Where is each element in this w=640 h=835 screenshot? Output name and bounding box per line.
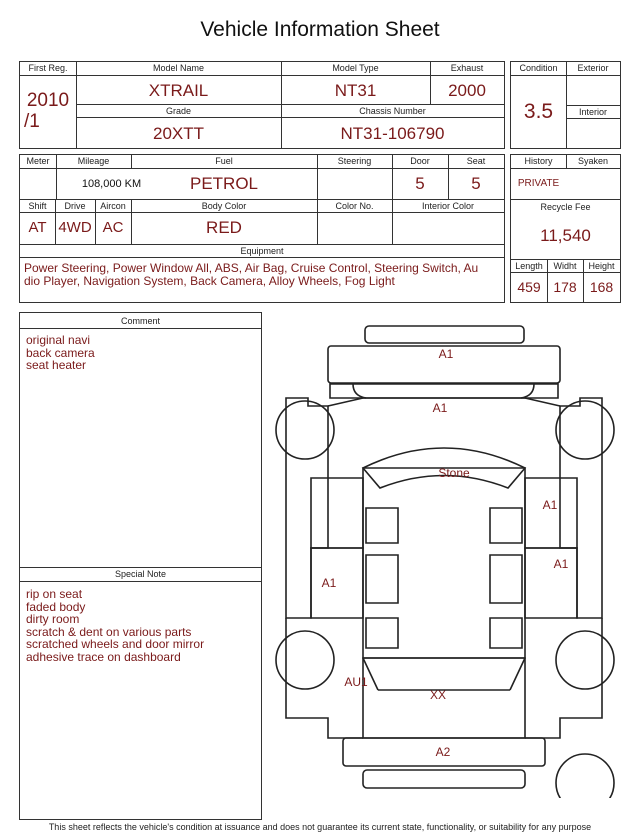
comment-list xyxy=(26,334,95,372)
mark-rear-bumper: A2 xyxy=(435,745,451,759)
aircon-value: AC xyxy=(102,219,124,236)
mileage-label: Mileage xyxy=(77,156,110,166)
door-value: 5 xyxy=(415,174,425,193)
special-note-label: Special Note xyxy=(114,569,167,579)
body-color-label: Body Color xyxy=(201,201,247,211)
exhaust-label: Exhaust xyxy=(450,63,484,73)
vehicle-damage-diagram xyxy=(268,318,620,798)
meter-label: Meter xyxy=(26,156,50,166)
special-note-item: scratched wheels and door mirror xyxy=(26,637,205,652)
front-grille xyxy=(330,384,558,398)
comment-item: original navi xyxy=(26,333,91,347)
height-value: 168 xyxy=(589,279,614,295)
right-rear-door xyxy=(525,548,577,618)
mark-left-side: A1 xyxy=(321,576,337,590)
recycle-fee-value: 11,540 xyxy=(540,226,591,245)
model-info-block xyxy=(19,61,505,149)
model-type-value: NT31 xyxy=(334,81,377,100)
comment-label: Comment xyxy=(120,316,160,326)
chassis-label: Chassis Number xyxy=(359,106,426,116)
left-front-door xyxy=(311,478,363,548)
left-rear-door xyxy=(311,548,363,618)
interior-color-label: Interior Color xyxy=(421,201,475,211)
chassis-value: NT31-106790 xyxy=(340,124,445,143)
special-note-item: adhesive trace on dashboard xyxy=(26,649,181,664)
mark-hood-front: A1 xyxy=(438,347,454,361)
door-label: Door xyxy=(410,156,430,166)
right-front-fender xyxy=(560,398,602,618)
color-no-label: Color No. xyxy=(335,201,374,211)
special-note-item: dirty room xyxy=(26,612,80,627)
width-label: Widht xyxy=(553,261,577,271)
first-reg-month: /1 xyxy=(24,111,40,132)
special-note-item: scratch & dent on various parts xyxy=(26,624,192,639)
syaken-label: Syaken xyxy=(577,156,609,166)
history-label: History xyxy=(524,156,553,166)
drive-value: 4WD xyxy=(58,219,92,236)
special-note-list xyxy=(26,588,204,664)
front-bumper-top xyxy=(365,326,524,343)
condition-value: 3.5 xyxy=(523,100,554,123)
vehicle-details-block xyxy=(19,154,505,303)
history-block xyxy=(510,154,621,303)
mileage-value: 108,000 KM xyxy=(81,178,142,190)
mark-rear-center: XX xyxy=(429,688,447,702)
exhaust-value: 2000 xyxy=(448,81,486,100)
comment-item: seat heater xyxy=(26,358,87,373)
length-label: Length xyxy=(515,261,543,271)
equipment-line-1: Power Steering, Power Window All, ABS, Air Bag, Cruise Control, Steering Switch, Au xyxy=(24,261,479,275)
aircon-label: Aircon xyxy=(100,201,126,211)
mark-bumper-front: A1 xyxy=(432,401,448,415)
page-title: Vehicle Information Sheet xyxy=(200,18,440,41)
model-name-value: XTRAIL xyxy=(148,81,209,100)
drive-label: Drive xyxy=(64,201,86,211)
wheel-front-left xyxy=(276,401,334,459)
roof-panel-outer xyxy=(363,468,525,658)
fuel-value: PETROL xyxy=(189,174,259,193)
wheel-rear-left xyxy=(276,631,334,689)
wheel-front-right xyxy=(556,401,614,459)
recycle-fee-label: Recycle Fee xyxy=(540,202,591,212)
length-value: 459 xyxy=(517,279,541,295)
comment-panel xyxy=(19,312,262,820)
shift-value: AT xyxy=(28,219,47,236)
model-type-label: Model Type xyxy=(332,63,379,73)
grade-label: Grade xyxy=(165,106,191,116)
model-name-label: Model Name xyxy=(152,63,205,73)
seat-value: 5 xyxy=(471,174,481,193)
seat-label: Seat xyxy=(466,156,486,166)
mark-right-front: A1 xyxy=(542,498,558,512)
shift-label: Shift xyxy=(28,201,47,211)
mark-roof: Stone xyxy=(438,466,470,480)
comment-item: back camera xyxy=(26,345,95,360)
fuel-label: Fuel xyxy=(215,156,233,166)
history-value: PRIVATE xyxy=(517,178,560,189)
steering-label: Steering xyxy=(337,156,372,166)
equipment-line-2: dio Player, Navigation System, Back Camera, Alloy Wheels, Fog Light xyxy=(24,274,395,288)
grade-value: 20XTT xyxy=(152,124,205,143)
width-value: 178 xyxy=(553,279,577,295)
first-reg-year: 2010 xyxy=(26,90,70,111)
interior-label: Interior xyxy=(578,107,607,117)
body-color-value: RED xyxy=(206,218,242,237)
mark-rear-left: AU1 xyxy=(344,675,368,689)
right-front-door xyxy=(525,478,577,548)
mark-right-rear: A1 xyxy=(553,557,569,571)
condition-block xyxy=(510,61,621,149)
footer-disclaimer: This sheet reflects the vehicle's condition at issuance and does not guarantee its current state, functionality, or suitability for any purpose xyxy=(48,822,592,832)
equipment-label: Equipment xyxy=(240,246,284,256)
wheel-rear-right xyxy=(556,631,614,689)
condition-label: Condition xyxy=(519,63,558,73)
rear-bumper-bottom xyxy=(363,770,525,788)
height-label: Height xyxy=(588,261,615,271)
special-note-item: rip on seat xyxy=(26,587,83,601)
special-note-item: faded body xyxy=(26,599,86,614)
spare-wheel xyxy=(556,754,614,798)
exterior-label: Exterior xyxy=(577,63,609,73)
first-reg-label: First Reg. xyxy=(28,63,68,73)
